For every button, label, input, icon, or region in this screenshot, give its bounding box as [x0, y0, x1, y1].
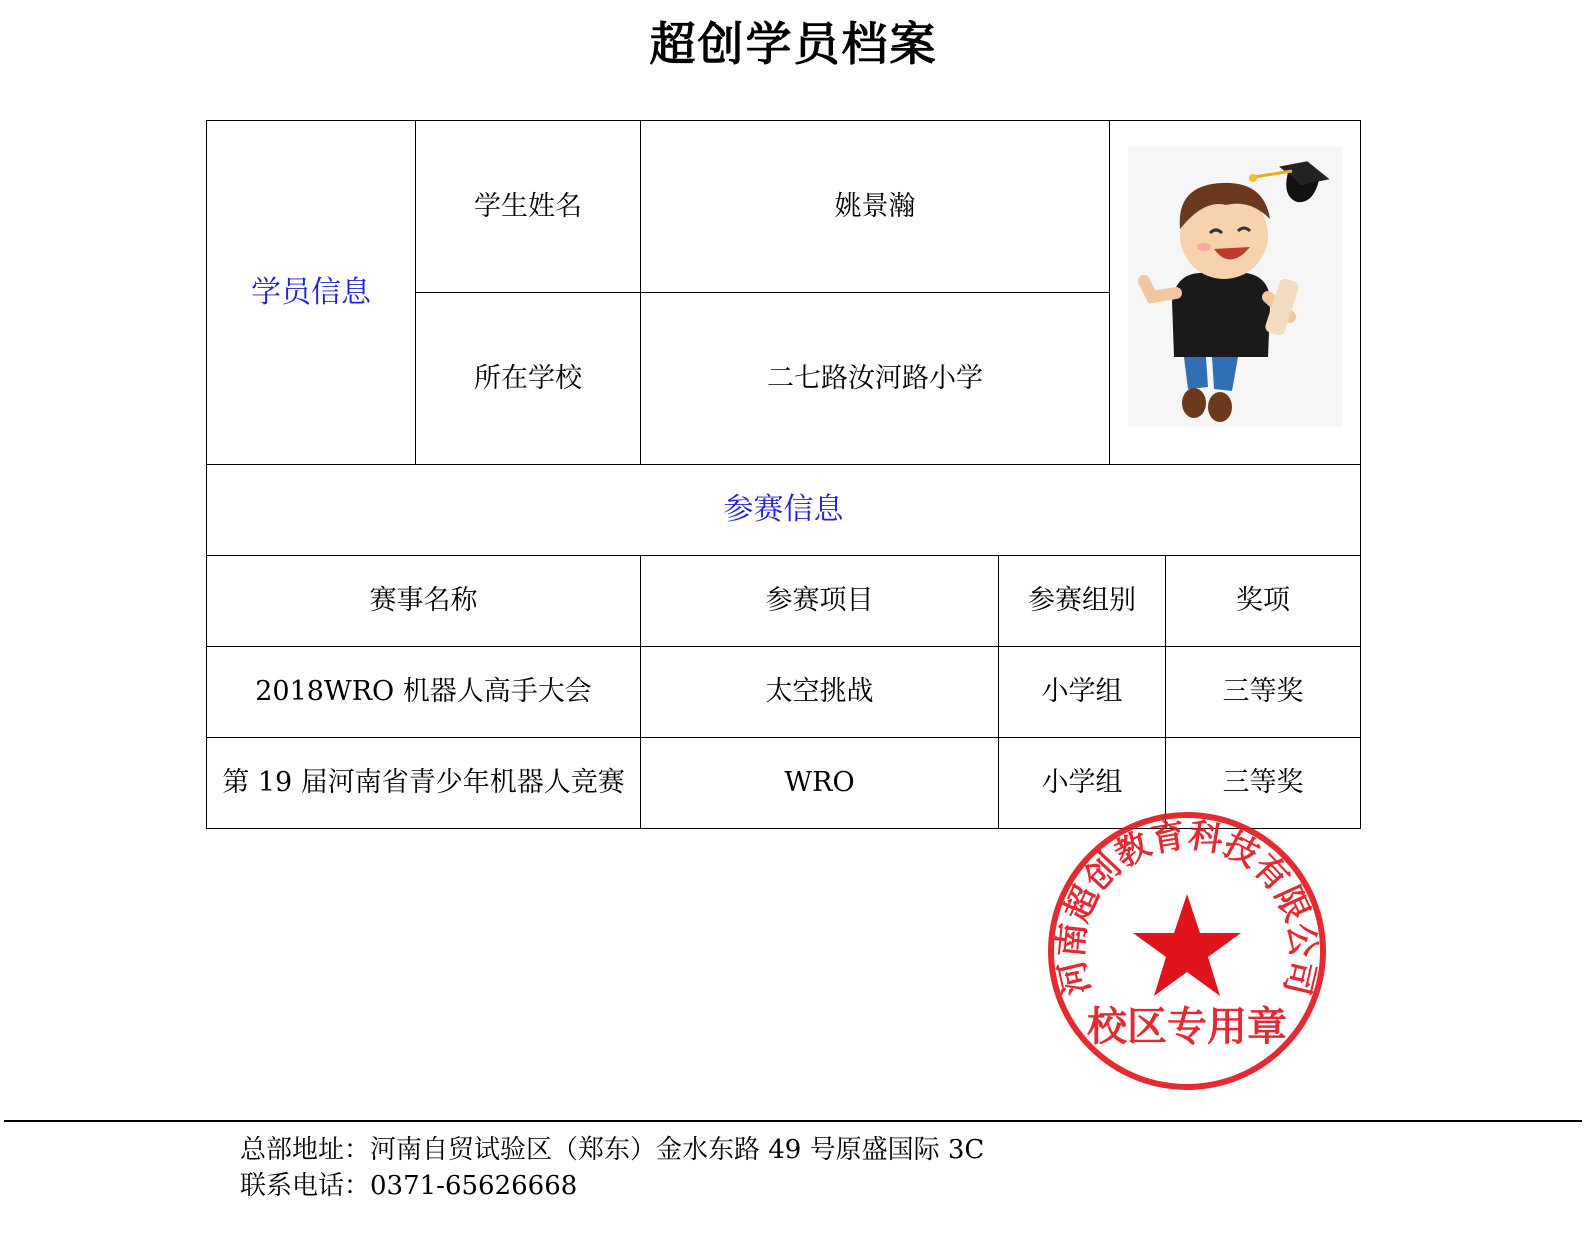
footer-divider — [4, 1120, 1582, 1122]
project-cell: WRO — [641, 738, 999, 829]
page-title: 超创学员档案 — [649, 17, 938, 71]
group-cell: 小学组 — [999, 647, 1166, 738]
school-label: 所在学校 — [416, 293, 641, 465]
footer-address: 总部地址：河南自贸试验区（郑东）金水东路 49 号原盛国际 3C — [240, 1135, 985, 1165]
name-label: 学生姓名 — [416, 121, 641, 293]
award-cell: 三等奖 — [1166, 647, 1361, 738]
name-value: 姚景瀚 — [641, 121, 1110, 293]
star-icon — [1133, 894, 1241, 996]
group-cell: 小学组 — [999, 738, 1166, 829]
header-project: 参赛项目 — [641, 556, 999, 647]
footer-phone: 联系电话：0371-65626668 — [240, 1171, 578, 1201]
header-award: 奖项 — [1166, 556, 1361, 647]
competition-section-label: 参赛信息 — [207, 465, 1361, 556]
event-name-cell: 2018WRO 机器人高手大会 — [207, 647, 641, 738]
graduate-cartoon-image — [1114, 121, 1356, 451]
student-info-section-label: 学员信息 — [207, 121, 416, 465]
student-photo — [1110, 121, 1361, 465]
seal-arc-text: 河南超创教育科技有限公司 — [1050, 815, 1324, 999]
event-name-cell: 第 19 届河南省青少年机器人竞赛 — [207, 738, 641, 829]
table-row — [207, 647, 1361, 738]
seal-bottom-text: 校区专用章 — [1087, 1004, 1287, 1050]
student-record-table — [206, 120, 1361, 829]
header-event-name: 赛事名称 — [207, 556, 641, 647]
project-cell: 太空挑战 — [641, 647, 999, 738]
header-group: 参赛组别 — [999, 556, 1166, 647]
official-seal-stamp — [1044, 808, 1330, 1094]
award-cell: 三等奖 — [1166, 738, 1361, 829]
footer — [240, 1132, 984, 1204]
school-value: 二七路汝河路小学 — [641, 293, 1110, 465]
